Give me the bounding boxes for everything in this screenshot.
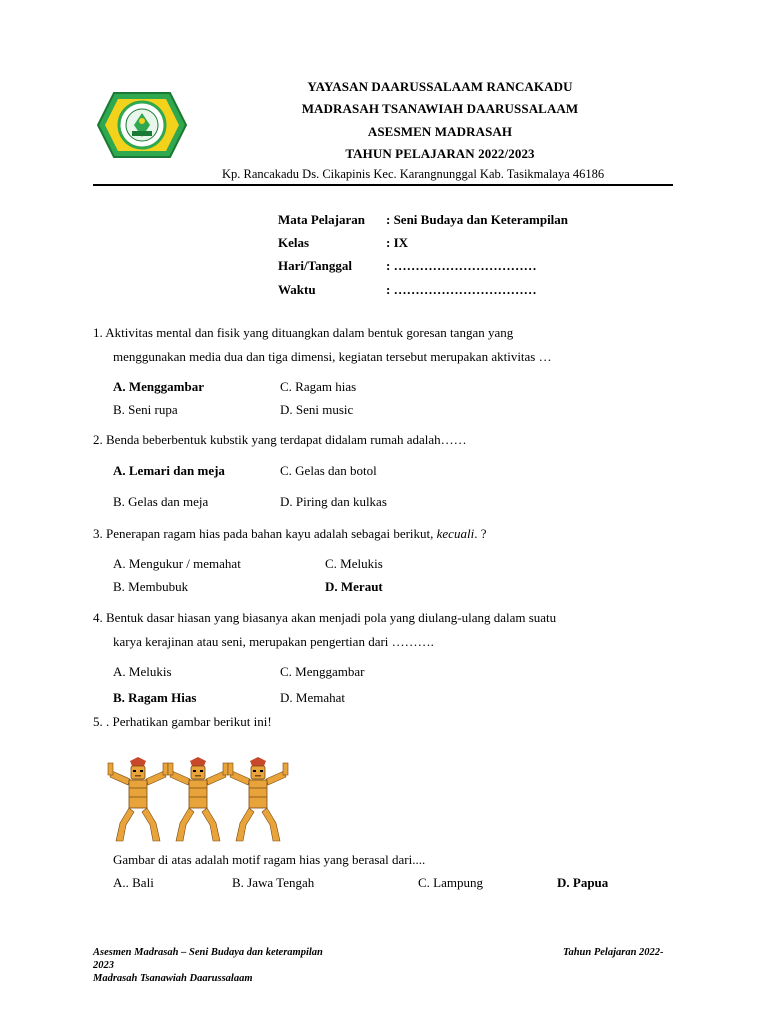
question-3-end: . ? bbox=[474, 526, 487, 541]
footer-left: Asesmen Madrasah – Seni Budaya dan keterampilan bbox=[93, 947, 323, 958]
question-3-text: 3. Penerapan ragam hias pada bahan kayu adalah sebagai berikut, bbox=[93, 526, 437, 541]
q4-option-c: C. Menggambar bbox=[280, 664, 365, 679]
q2-option-c: C. Gelas dan botol bbox=[280, 463, 377, 478]
q4-option-b: B. Ragam Hias bbox=[113, 690, 197, 705]
q1-option-b: B. Seni rupa bbox=[113, 402, 178, 417]
time-value: : …………………………… bbox=[386, 282, 537, 297]
subject-label: Mata Pelajaran bbox=[278, 212, 366, 227]
date-value: : …………………………… bbox=[386, 258, 537, 273]
header-divider bbox=[93, 184, 673, 186]
subject-value: : Seni Budaya dan Keterampilan bbox=[386, 212, 569, 227]
question-3 bbox=[93, 526, 486, 542]
question-4-cont: karya kerajinan atau seni, merupakan pengertian dari ………. bbox=[113, 634, 434, 649]
time-label: Waktu bbox=[278, 282, 316, 297]
q2-option-b: B. Gelas dan meja bbox=[113, 494, 209, 509]
q4-option-a: A. Melukis bbox=[113, 664, 172, 679]
question-3-emphasis: kecuali bbox=[436, 526, 475, 541]
q2-option-a: A. Lemari dan meja bbox=[113, 463, 225, 478]
class-value: : IX bbox=[386, 235, 409, 250]
q3-option-a: A. Mengukur / memahat bbox=[113, 556, 241, 571]
q5-option-d: D. Papua bbox=[557, 875, 609, 890]
question-2: 2. Benda beberbentuk kubstik yang terdapat didalam rumah adalah…… bbox=[93, 432, 467, 447]
class-label: Kelas bbox=[278, 235, 310, 250]
papua-motif-image bbox=[104, 755, 304, 845]
q1-option-a: A. Menggambar bbox=[113, 379, 204, 394]
question-1: 1. Aktivitas mental dan fisik yang dituangkan dalam bentuk goresan tangan yang bbox=[93, 325, 514, 340]
question-5-caption: Gambar di atas adalah motif ragam hias yang berasal dari.... bbox=[113, 852, 426, 867]
question-5: 5. . Perhatikan gambar berikut ini! bbox=[93, 714, 272, 729]
question-4: 4. Bentuk dasar hiasan yang biasanya akan menjadi pola yang diulang-ulang dalam suatu bbox=[93, 610, 557, 625]
footer-school: Madrasah Tsanawiah Daarussalaam bbox=[93, 973, 253, 984]
question-1-cont: menggunakan media dua dan tiga dimensi, kegiatan tersebut merupakan aktivitas … bbox=[113, 349, 552, 364]
date-label: Hari/Tanggal bbox=[278, 258, 352, 273]
footer-right: Tahun Pelajaran 2022- bbox=[563, 947, 664, 958]
header-school: MADRASAH TSANAWIAH DAARUSSALAAM bbox=[301, 101, 579, 116]
header-year: TAHUN PELAJARAN 2022/2023 bbox=[345, 146, 535, 161]
q1-option-d: D. Seni music bbox=[280, 402, 354, 417]
q3-option-d: D. Meraut bbox=[325, 579, 383, 594]
q5-option-a: A.. Bali bbox=[113, 875, 154, 890]
q3-option-b: B. Membubuk bbox=[113, 579, 189, 594]
q3-option-c: C. Melukis bbox=[325, 556, 383, 571]
q2-option-d: D. Piring dan kulkas bbox=[280, 494, 387, 509]
q4-option-d: D. Memahat bbox=[280, 690, 345, 705]
footer-year: 2023 bbox=[93, 960, 114, 971]
header-foundation: YAYASAN DAARUSSALAAM RANCAKADU bbox=[307, 79, 573, 94]
q5-option-b: B. Jawa Tengah bbox=[232, 875, 315, 890]
q5-option-c: C. Lampung bbox=[418, 875, 483, 890]
header-assessment: ASESMEN MADRASAH bbox=[367, 124, 513, 139]
q1-option-c: C. Ragam hias bbox=[280, 379, 357, 394]
header-address: Kp. Rancakadu Ds. Cikapinis Kec. Karangnunggal Kab. Tasikmalaya 46186 bbox=[222, 167, 605, 181]
